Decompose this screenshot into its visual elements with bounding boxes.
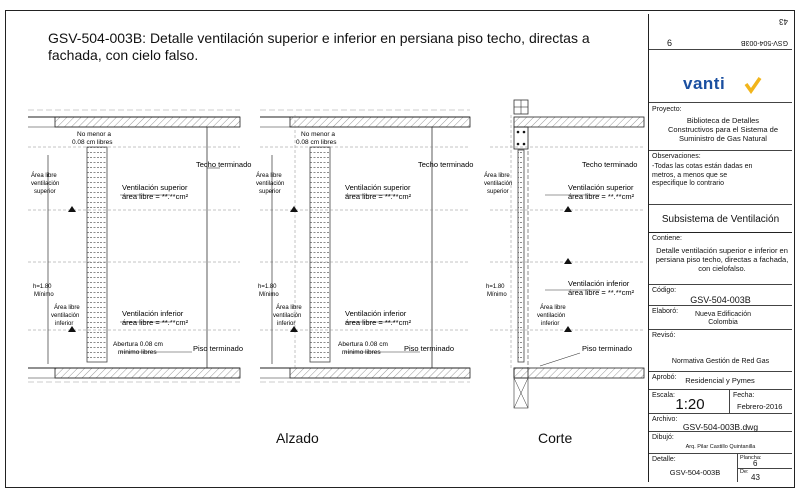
label-area-sup-2-corte: ventilación <box>484 181 513 187</box>
aprobo-label: Aprobó: <box>652 374 677 381</box>
label-area-inf-1: Área libre <box>54 305 80 311</box>
fecha-value: Febrero-2016 <box>737 402 783 411</box>
alzado-1-labels <box>31 131 251 356</box>
detalle-value: GSV-504-003B <box>669 468 721 477</box>
vanti-logo <box>649 66 792 103</box>
label-vent-inf-area: área libre = **.**cm² <box>122 318 189 327</box>
proyecto-label: Proyecto: <box>652 106 682 113</box>
observaciones-value: -Todas las cotas están dadas en metros, a menos que se especifique lo contrario <box>652 163 753 187</box>
label-apertura-1: Abertura 0.08 cm <box>113 341 163 348</box>
view-label-alzado: Alzado <box>276 430 319 446</box>
corte-view <box>490 100 644 408</box>
label-vent-inf-2: Ventilación inferior <box>345 309 407 318</box>
label-apertura-2: mínimo libres <box>118 349 157 356</box>
label-apertura-2-2: mínimo libres <box>342 349 381 356</box>
label-area-sup-1-2: Área libre <box>256 173 282 179</box>
aprobo-value: Residencial y Pymes <box>685 376 755 385</box>
flipped-code: GSV-504-003B <box>740 39 788 46</box>
label-area-sup-1: Área libre <box>31 173 57 179</box>
archivo-label: Archivo: <box>652 416 678 423</box>
label-h-2: h=1.80 <box>258 284 277 290</box>
subsistema-value: Subsistema de Ventilación <box>661 214 780 225</box>
label-area-sup-3-corte: superior <box>487 189 509 195</box>
label-vent-sup: Ventilación superior <box>122 183 188 192</box>
flipped-header <box>649 14 792 50</box>
proyecto-row <box>649 104 792 151</box>
label-area-inf-3-2: inferior <box>277 321 296 327</box>
corte-labels <box>484 160 637 366</box>
drawing-title: GSV-504-003B: Detalle ventilación superior e inferior en persiana piso techo, directas a fachada, con cielo falso. <box>48 30 590 63</box>
detalle-row <box>649 454 792 482</box>
ceiling-slab-2 <box>290 117 470 127</box>
plancha-label: Plancha: <box>740 455 762 461</box>
label-h: h=1.80 <box>33 284 52 290</box>
label-piso-corte: Piso terminado <box>582 344 633 353</box>
ceiling-slab <box>55 117 240 127</box>
label-vent-sup-area-corte: área libre = **.**cm² <box>568 192 635 201</box>
observaciones-label: Observaciones: <box>652 153 701 160</box>
dibujo-row <box>649 432 792 454</box>
label-area-sup-3-2: superior <box>259 189 281 195</box>
codigo-label: Código: <box>652 287 677 294</box>
contiene-value: Detalle ventilación superior e inferior en persiana piso techo, directas a fachada, con cielofalso. <box>655 246 789 273</box>
label-no-menor-value: 0.08 cm libres <box>72 139 113 146</box>
reviso-value: Normativa Gestión de Red Gas <box>671 358 770 365</box>
elaboro-label: Elaboró: <box>652 308 679 315</box>
archivo-row <box>649 414 792 432</box>
label-area-inf-2-corte: ventilación <box>537 313 566 319</box>
label-apertura-1-2: Abertura 0.08 cm <box>338 341 388 348</box>
floor-slab-2 <box>290 368 470 378</box>
alzado-2-labels <box>256 131 473 356</box>
dibujo-label: Dibujó: <box>652 434 674 441</box>
check-icon <box>744 76 762 94</box>
codigo-value: GSV-504-003B <box>690 295 751 305</box>
label-h-corte: h=1.80 <box>486 284 505 290</box>
flipped-num: 43 <box>779 17 788 26</box>
label-area-inf-3: inferior <box>55 321 74 327</box>
contiene-row <box>649 233 792 285</box>
aprobo-row <box>649 372 792 390</box>
label-area-inf-3-corte: inferior <box>541 321 560 327</box>
subsistema-row <box>649 205 792 233</box>
label-area-sup-3: superior <box>34 189 56 195</box>
label-no-menor: No menor a <box>77 131 111 138</box>
label-area-sup-2-2: ventilación <box>256 181 285 187</box>
de-value: 43 <box>751 473 760 482</box>
elaboro-row <box>649 306 792 330</box>
label-area-inf-1-corte: Área libre <box>540 305 566 311</box>
detalle-label: Detalle: <box>652 456 676 463</box>
label-no-menor-2: No menor a <box>301 131 335 138</box>
label-vent-sup-area: área libre = **.**cm² <box>122 192 189 201</box>
floor-slab <box>55 368 240 378</box>
dibujo-value: Arq. Pilar Castillo Quintanilla <box>685 444 756 450</box>
ceiling-slab-corte <box>514 117 644 127</box>
contiene-label: Contiene: <box>652 235 682 242</box>
label-vent-sup-area-2: área libre = **.**cm² <box>345 192 412 201</box>
label-area-sup-2: ventilación <box>31 181 60 187</box>
plancha-value: 6 <box>753 459 758 468</box>
label-techo-corte: Techo terminado <box>582 160 638 169</box>
reviso-label: Revisó: <box>652 332 676 339</box>
label-area-sup-1-corte: Área libre <box>484 173 510 179</box>
label-vent-inf-corte: Ventilación inferior <box>568 279 630 288</box>
escala-row <box>649 390 792 414</box>
proyecto-value: Biblioteca de Detalles Constructivos para el Sistema de Suministro de Gas Natural <box>667 116 779 143</box>
observaciones-row <box>649 151 792 205</box>
brand-name: vanti <box>683 74 726 93</box>
label-area-inf-2: ventilación <box>51 313 80 319</box>
label-vent-inf-area-2: área libre = **.**cm² <box>345 318 412 327</box>
label-vent-sup-corte: Ventilación superior <box>568 183 634 192</box>
escala-value: 1:20 <box>675 396 705 413</box>
reviso-row <box>649 330 792 372</box>
elaboro-value: Nueva Edificación Colombia <box>694 311 752 326</box>
label-area-inf-1-2: Área libre <box>276 305 302 311</box>
title-block <box>648 14 792 482</box>
label-techo: Techo terminado <box>196 160 252 169</box>
label-piso: Piso terminado <box>193 344 244 353</box>
label-vent-inf: Ventilación inferior <box>122 309 184 318</box>
label-piso-2: Piso terminado <box>404 344 455 353</box>
view-label-corte: Corte <box>538 430 573 446</box>
label-vent-sup-2: Ventilación superior <box>345 183 411 192</box>
floor-slab-corte <box>514 368 644 378</box>
plancha-top: 6 <box>667 38 673 48</box>
fecha-label: Fecha: <box>733 392 755 399</box>
de-label: De: <box>740 469 749 475</box>
label-area-inf-2-2: ventilación <box>273 313 302 319</box>
label-no-menor-value-2: 0.08 cm libres <box>296 139 337 146</box>
label-minimo: Mínimo <box>34 292 54 298</box>
escala-label: Escala: <box>652 392 675 399</box>
label-vent-inf-area-corte: área libre = **.**cm² <box>568 288 635 297</box>
label-techo-2: Techo terminado <box>418 160 474 169</box>
codigo-row <box>649 285 792 306</box>
label-minimo-2: Mínimo <box>259 292 279 298</box>
label-minimo-corte: Mínimo <box>487 292 507 298</box>
archivo-value: GSV-504-003B.dwg <box>682 422 759 432</box>
